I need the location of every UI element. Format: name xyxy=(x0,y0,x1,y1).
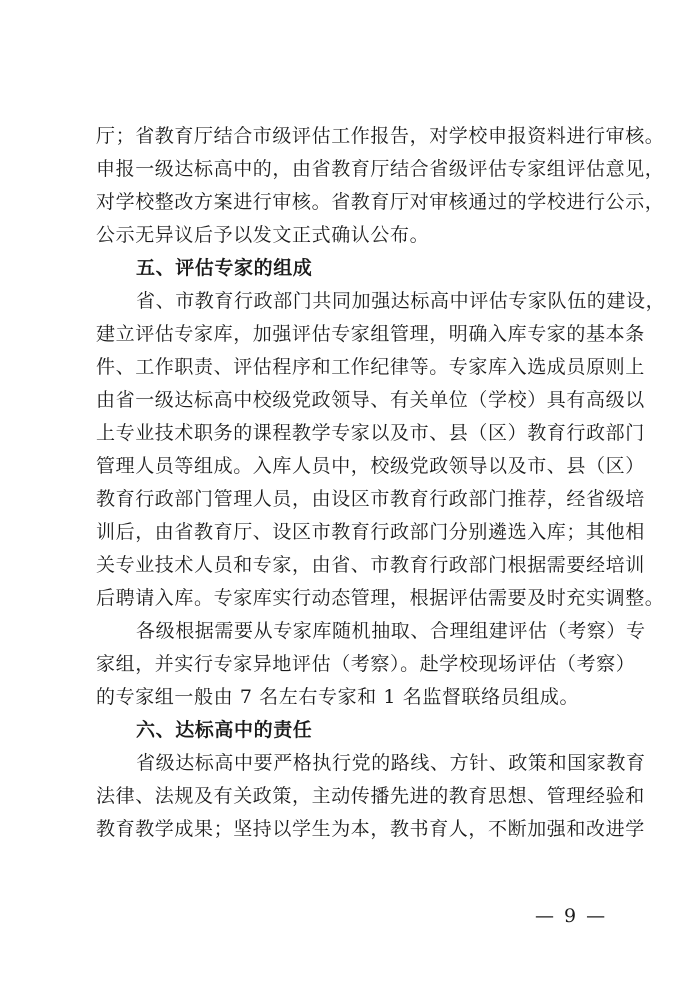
text-line: 省、市教育行政部门共同加强达标高中评估专家队伍的建设， xyxy=(136,290,666,312)
text-line: 建立评估专家库，加强评估专家组管理，明确入库专家的基本条 xyxy=(96,323,645,345)
text-line: 训后，由省教育厅、设区市教育行政部门分别遴选入库；其他相 xyxy=(96,521,645,543)
text-line: 省级达标高中要严格执行党的路线、方针、政策和国家教育 xyxy=(136,752,646,774)
text-line: 由省一级达标高中校级党政领导、有关单位（学校）具有高级以 xyxy=(96,389,645,411)
text-line: 教育教学成果；坚持以学生为本，教书育人，不断加强和改进学 xyxy=(96,818,645,840)
text-line: 件、工作职责、评估程序和工作纪律等。专家库入选成员原则上 xyxy=(96,356,645,378)
text-line: 公示无异议后予以发文正式确认公布。 xyxy=(96,224,430,246)
text-line: 申报一级达标高中的，由省教育厅结合省级评估专家组评估意见， xyxy=(96,158,665,180)
text-line: 教育行政部门管理人员，由设区市教育行政部门推荐，经省级培 xyxy=(96,488,645,510)
text-line: 管理人员等组成。入库人员中，校级党政领导以及市、县（区） xyxy=(96,455,645,477)
section-heading: 五、评估专家的组成 xyxy=(136,257,313,279)
text-line: 上专业技术职务的课程教学专家以及市、县（区）教育行政部门 xyxy=(96,422,645,444)
text-line: 对学校整改方案进行审核。省教育厅对审核通过的学校进行公示， xyxy=(96,191,665,213)
page-number: — 9 — xyxy=(535,905,608,927)
text-line: 的专家组一般由 7 名左右专家和 1 名监督联络员组成。 xyxy=(96,686,580,708)
body-text xyxy=(96,120,666,846)
text-line: 法律、法规及有关政策，主动传播先进的教育思想、管理经验和 xyxy=(96,785,645,807)
text-line: 厅；省教育厅结合市级评估工作报告，对学校申报资料进行审核。 xyxy=(96,125,665,147)
text-line: 后聘请入库。专家库实行动态管理，根据评估需要及时充实调整。 xyxy=(96,587,665,609)
text-line: 关专业技术人员和专家，由省、市教育行政部门根据需要经培训 xyxy=(96,554,645,576)
text-line: 各级根据需要从专家库随机抽取、合理组建评估（考察）专 xyxy=(136,620,646,642)
text-line: 家组，并实行专家异地评估（考察）。赴学校现场评估（考察） xyxy=(96,653,636,675)
section-heading: 六、达标高中的责任 xyxy=(136,719,313,741)
